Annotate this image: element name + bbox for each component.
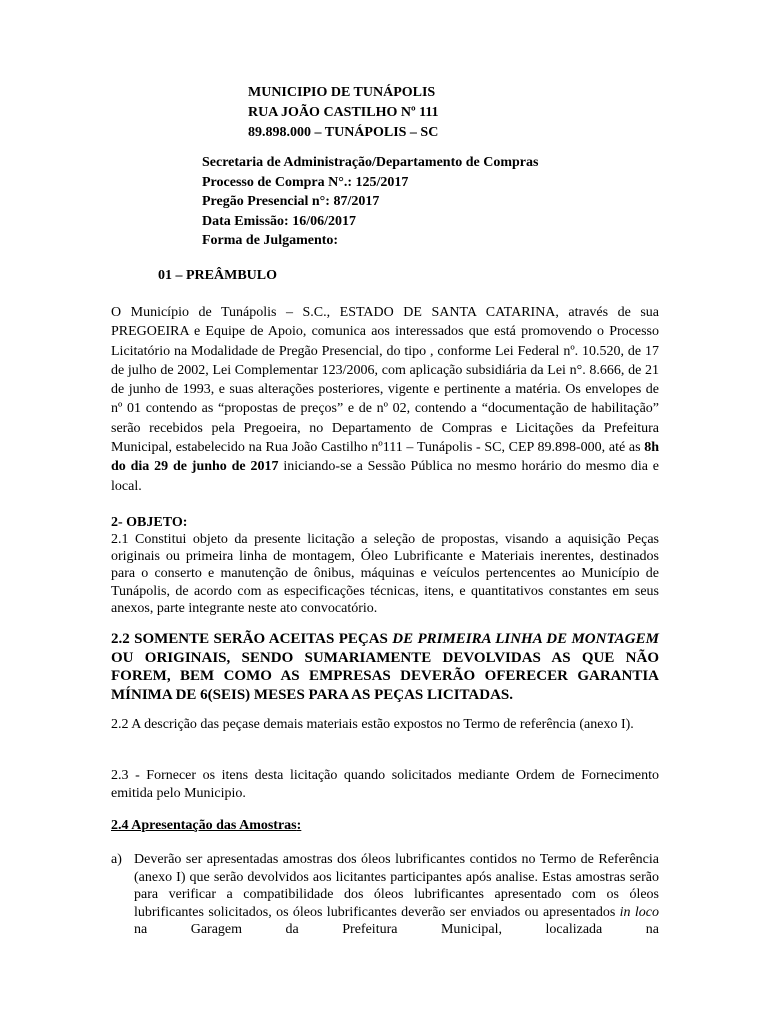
issue-date: Data Emissão: 16/06/2017: [202, 213, 356, 229]
preambulo-text-end: iniciando-se a Sessão Pública no mesmo horário do mesmo dia e local.: [111, 459, 660, 494]
department-line: Secretaria de Administração/Departamento de Compras: [202, 155, 539, 170]
list-item: [111, 851, 659, 939]
warning-text-end: OU ORIGINAIS, SENDO SUMARIAMENTE DEVOLVIDAS AS QUE NÃO FOREM, BEM COMO AS EMPRESAS DEVERÃO OFERECER GARANTIA MÍNIMA DE 6(SEIS) MESES PARA AS PEÇAS LICITADAS.: [111, 649, 659, 703]
list-text-italic: in loco: [619, 904, 659, 920]
pregao-number: Pregão Presencial n°: 87/2017: [202, 194, 380, 209]
list-item-text: [134, 851, 659, 939]
list-text-end: na Garagem da Prefeitura Municipal, localizada na: [134, 922, 659, 937]
amostras-heading-text: 2.4 Apresentação das Amostras: [111, 818, 297, 833]
municipality-postal: 89.898.000 – TUNÁPOLIS – SC: [248, 125, 439, 140]
list-text-start: Deverão ser apresentadas amostras dos óleos lubrificantes contidos no Termo de Referência (anexo I) que serão devolvidos aos licitantes participantes após analise. Estas amostras serão para verificar a compatibilidade dos óleos lubrificantes apresentado com os óleos lubrificantes solicitados, os óleos lubrificantes deverão ser enviados ou apresentados: [134, 852, 659, 920]
preambulo-date-bold: 8h do dia 29 de junho de 2017: [111, 440, 659, 475]
warning-text-italic: DE PRIMEIRA LINHA DE MONTAGEM: [392, 631, 659, 647]
municipality-address: RUA JOÃO CASTILHO Nº 111: [248, 105, 439, 120]
warning-text-start: 2.2 SOMENTE SERÃO ACEITAS PEÇAS: [111, 631, 393, 647]
objeto-item-2-3: 2.3 - Fornecer os itens desta licitação quando solicitados mediante Ordem de Fornecimento emitida pelo Municipio.: [111, 768, 659, 801]
preambulo-text-start: O Município de Tunápolis – S.C., ESTADO DE SANTA CATARINA, através de sua PREGOEIRA e Equipe de Apoio, comunica aos interessados que está promovendo o Processo Licitatório na Modalidade de Pregão Presencial, do tipo , conforme Lei Federal nº. 10.520, de 17 de julho de 2002, Lei Complementar 123/2006, com aplicação subsidiária da Lei n°. 8.666, de 21 de junho de 1993, e suas alterações posteriores, vigente e pertinente a matéria. Os envelopes de nº 01 contendo as “propostas de preços” e de nº 02, contendo a “documentação de habilitação” serão recebidos pela Pregoeira, no Departamento de Compras e Licitações da Prefeitura Municipal, estabelecido na Rua João Castilho nº111 – Tunápolis - SC, CEP 89.898-000, até as: [111, 305, 659, 456]
amostras-heading-colon: :: [296, 818, 302, 833]
objeto-item-2-2-warning: [111, 630, 659, 704]
judgement-form: Forma de Julgamento:: [202, 233, 339, 248]
amostras-heading: [111, 818, 301, 834]
objeto-item-2-1: 2.1 Constitui objeto da presente licitação a seleção de propostas, visando a aquisição Peças originais ou primeira linha de montagem, Óleo Lubrificante e Materiais inerentes, destinados para o conserto e manutenção de ônibus, máquinas e veículos pertencentes ao Município de Tunápolis, de acordo com as especificações técnicas, itens, e quantitativos constantes em seus anexos, parte integrante neste ato convocatório.: [111, 532, 659, 616]
process-number: Processo de Compra N°.: 125/2017: [202, 174, 409, 190]
preambulo-paragraph: [111, 303, 659, 496]
municipality-name: MUNICIPIO DE TUNÁPOLIS: [248, 85, 436, 100]
objeto-heading: 2- OBJETO:: [111, 515, 188, 530]
letterhead: [248, 83, 439, 143]
preambulo-heading: 01 – PREÂMBULO: [158, 268, 277, 283]
process-info: [202, 153, 538, 251]
objeto-item-2-2: 2.2 A descrição das peçase demais materiais estão expostos no Termo de referência (anexo I).: [111, 717, 634, 732]
list-marker: a): [111, 852, 122, 867]
